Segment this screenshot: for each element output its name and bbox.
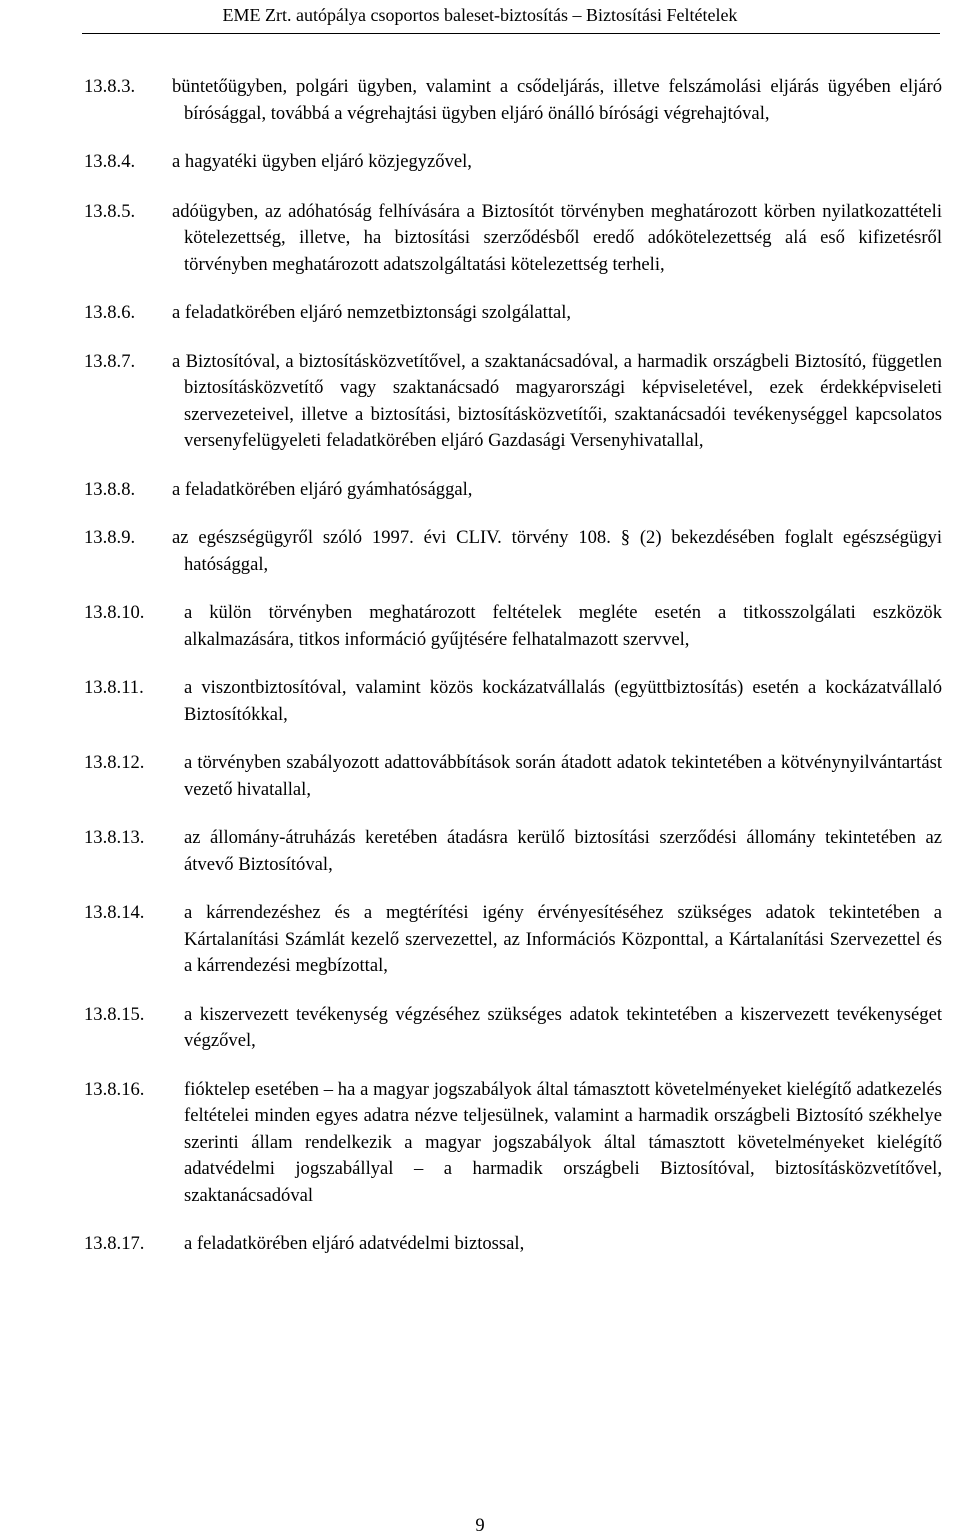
- item-number: 13.8.9.: [84, 527, 136, 548]
- item-text: büntetőügyben, polgári ügyben, valamint a csődeljárás, illetve felszámolási eljárás ügyében eljáró bírósággal, továbbá a végrehajtási ügyben eljáró önálló bírósági végrehajtóval,: [172, 76, 942, 124]
- item-number: 13.8.8.: [84, 478, 136, 500]
- item-number: 13.8.17.: [84, 1233, 145, 1254]
- item-text: a törvényben szabályozott adattovábbítások során átadott adatok tekintetében a kötvénynyilvántartást vezető hivatallal,: [184, 752, 942, 800]
- list-item-13-8-7: [84, 349, 942, 455]
- list-item-13-8-16: [84, 1077, 942, 1210]
- item-text: fióktelep esetében – ha a magyar jogszabályok által támasztott követelményeket kielégítő adatkezelés feltételei minden egyes adatra nézve teljesülnek, valamint a harmadik országbeli Biztosító székhelye szerinti állam rendelkezik a magyar jogszabályok által támasztott követelményeket kielégítő adatvédelmi jogszabállyal – a harmadik országbeli Biztosítóval, biztosításközvetítővel, szaktanácsadóval: [184, 1078, 942, 1206]
- item-text: a hagyatéki ügyben eljáró közjegyzővel,: [172, 151, 472, 172]
- item-number: 13.8.11.: [84, 677, 144, 698]
- item-text: a kiszervezett tevékenység végzéséhez szükséges adatok tekintetében a kiszervezett tevékenységet végzővel,: [184, 1003, 942, 1051]
- header-divider: [82, 33, 940, 34]
- list-item-13-8-17: [84, 1231, 942, 1258]
- list-item-13-8-14: [84, 900, 942, 980]
- list-item-13-8-15: [84, 1002, 942, 1055]
- item-text: az egészségügyről szóló 1997. évi CLIV. törvény 108. § (2) bekezdésében foglalt egészségügyi hatósággal,: [172, 527, 942, 575]
- list-item-13-8-10: [84, 600, 942, 653]
- item-text: a feladatkörében eljáró nemzetbiztonsági szolgálattal,: [172, 302, 572, 323]
- list-item-13-8-6: [84, 300, 942, 327]
- list-item-13-8-5: [84, 199, 942, 279]
- document-body: [84, 62, 942, 1258]
- item-number: 13.8.14.: [84, 902, 145, 923]
- item-number: 13.8.10.: [84, 602, 145, 623]
- list-item-13-8-12: [84, 750, 942, 803]
- item-text: a Biztosítóval, a biztosításközvetítővel, a szaktanácsadóval, a harmadik országbeli Biztosító, független biztosításközvetítő vagy szaktanácsadó magyarországi képviseletével, ezek érdekképviseleti szervezeteivel, illetve a biztosítási, biztosításközvetítői, szaktanácsadói tevékenységgel kapcsolatos versenyfelügyeleti feladatkörében eljáró Gazdasági Versenyhivatallal,: [172, 350, 942, 451]
- list-item-13-8-8: [84, 477, 942, 504]
- item-text: a külön törvényben meghatározott feltételek megléte esetén a titkosszolgálati eszközök alkalmazására, titkos információ gyűjtésére felhatalmazott szervvel,: [184, 602, 942, 650]
- item-number: 13.8.6.: [84, 302, 136, 323]
- item-text: a viszontbiztosítóval, valamint közös kockázatvállalás (együttbiztosítás) esetén a kockázatvállaló Biztosítókkal,: [184, 677, 942, 725]
- item-text: a kárrendezéshez és a megtérítési igény érvényesítéséhez szükséges adatok tekintetében a Kártalanítási Számlát kezelő szervezettel, az Információs Központtal, a Kártalanítási Szervezettel és a kárrendezési megbízottal,: [184, 902, 942, 976]
- item-text: adóügyben, az adóhatóság felhívására a Biztosítót törvényben meghatározott körben nyilatkozattételi kötelezettség, illetve, ha biztosítási szerződésből eredő adókötelezettség alá eső kifizetésről törvényben meghatározott adatszolgáltatási kötelezettség terheli,: [172, 200, 942, 275]
- list-item-13-8-9: [84, 525, 942, 578]
- item-number: 13.8.7.: [84, 350, 136, 372]
- list-item-13-8-11: [84, 675, 942, 728]
- item-number: 13.8.16.: [84, 1078, 145, 1100]
- item-number: 13.8.13.: [84, 827, 145, 848]
- item-number: 13.8.15.: [84, 1003, 145, 1025]
- list-item-13-8-4: [84, 149, 942, 176]
- item-text: a feladatkörében eljáró gyámhatósággal,: [172, 478, 473, 500]
- item-number: 13.8.3.: [84, 76, 136, 97]
- item-number: 13.8.5.: [84, 200, 136, 222]
- page-number: 9: [475, 1515, 485, 1536]
- list-item-13-8-13: [84, 825, 942, 878]
- item-number: 13.8.4.: [84, 151, 136, 172]
- item-number: 13.8.12.: [84, 752, 145, 773]
- item-text: az állomány-átruházás keretében átadásra kerülő biztosítási szerződési állomány tekintetében az átvevő Biztosítóval,: [184, 827, 942, 875]
- running-header: EME Zrt. autópálya csoportos baleset-biztosítás – Biztosítási Feltételek: [222, 5, 738, 25]
- list-item-13-8-3: [84, 74, 942, 127]
- item-text: a feladatkörében eljáró adatvédelmi biztossal,: [184, 1233, 525, 1254]
